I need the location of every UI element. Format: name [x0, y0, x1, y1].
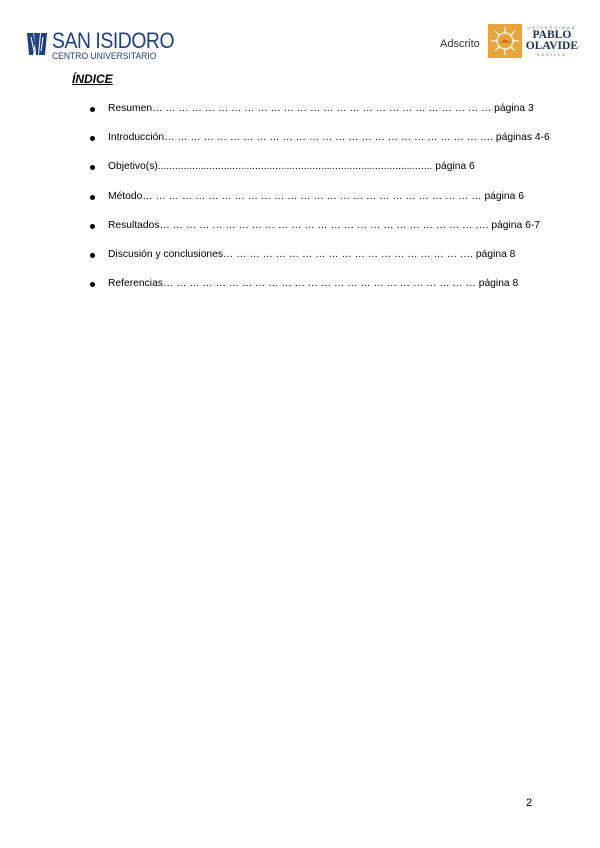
toc-item [88, 191, 550, 220]
index-title: ÍNDICE [72, 72, 113, 86]
toc-item [88, 249, 550, 278]
toc-entry: Resumen… … … … … … … … … … … … … … … … … … … … … … … … … … página 3 [108, 103, 534, 114]
logo-name: SAN ISIDORO [52, 28, 175, 53]
page-header [0, 0, 600, 70]
logo-subtitle: CENTRO UNIVERSITARIO [52, 51, 157, 62]
toc-entry: Introducción… … … … … … … … … … … … … … … … … … … … … … … … …. páginas 4-6 [108, 132, 550, 144]
bullet-icon [90, 253, 95, 258]
bullet-icon [90, 195, 95, 200]
bullet-icon [90, 107, 95, 112]
toc-entry: Resultados… … … … … … … … … … … … … … … … … … … … … … … … …. página 6-7 [108, 219, 540, 231]
bullet-icon [90, 136, 95, 141]
bullet-icon [90, 165, 95, 170]
toc-item [88, 161, 550, 190]
upo-small-top: UNIVERSIDAD [527, 25, 577, 30]
toc-entry: Método… … … … … … … … … … … … … … … … … … … … … … … … … … página 6 [108, 190, 524, 202]
bullet-icon [90, 224, 95, 229]
toc-item [88, 220, 550, 249]
bullet-icon [90, 282, 95, 287]
page-number: 2 [526, 797, 533, 809]
toc-entry: Discusión y conclusiones… … … … … … … … … … … … … … … … … … …. página 8 [108, 248, 516, 260]
toc-item [88, 132, 550, 161]
adscrito-label: Adscrito [440, 38, 480, 50]
upo-city: SEVILLA [536, 52, 568, 57]
upo-logo [440, 24, 578, 58]
toc-entry: Referencias… … … … … … … … … … … … … … … … … … … … … … … … página 8 [108, 278, 519, 290]
san-isidoro-logo [26, 30, 191, 62]
table-of-contents [88, 103, 550, 307]
toc-entry: Objetivo(s)................................................................................................ página 6 [108, 161, 475, 173]
san-isidoro-emblem-icon [26, 31, 48, 57]
toc-item [88, 278, 550, 307]
olavide-emblem-icon [488, 24, 522, 58]
upo-name-line2: OLAVIDE [525, 40, 578, 52]
toc-item [88, 103, 550, 132]
upo-name-line1: PABLO [532, 29, 572, 41]
